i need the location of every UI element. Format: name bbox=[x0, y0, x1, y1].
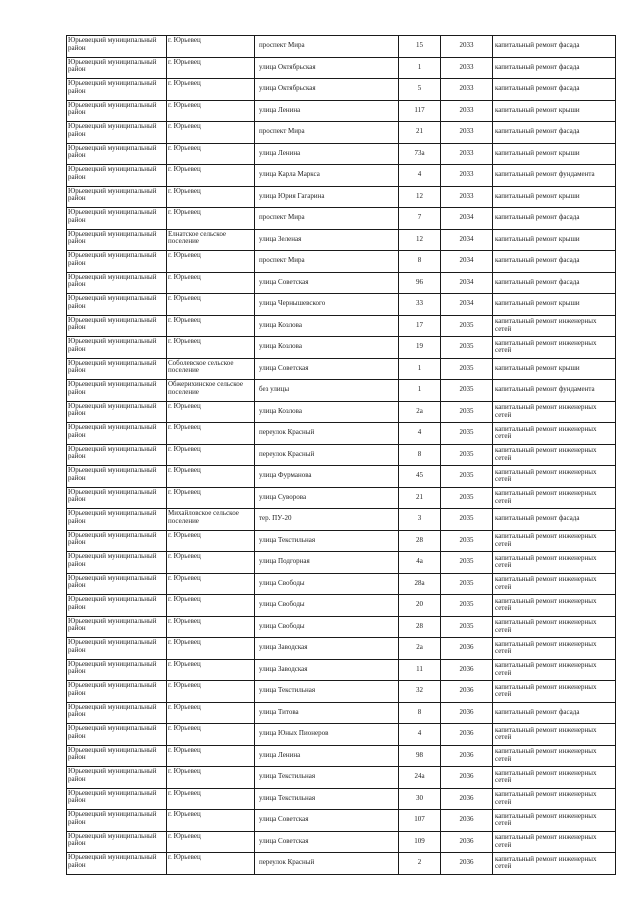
municipality-cell: Юрьевецкий муниципальный район bbox=[67, 638, 167, 660]
municipality-cell: Юрьевецкий муниципальный район bbox=[67, 229, 167, 251]
table-row bbox=[67, 638, 616, 660]
table-row bbox=[67, 36, 616, 58]
year-cell: 2035 bbox=[441, 380, 493, 402]
year-cell: 2036 bbox=[441, 638, 493, 660]
street-cell: улица Свободы bbox=[255, 595, 399, 617]
municipality-cell: Юрьевецкий муниципальный район bbox=[67, 79, 167, 101]
street-cell: переулок Красный bbox=[255, 444, 399, 466]
house-number-cell: 107 bbox=[399, 810, 441, 832]
settlement-cell: г. Юрьевец bbox=[167, 337, 255, 359]
work-type-cell: капитальный ремонт инженерных сетей bbox=[493, 616, 616, 638]
settlement-cell: г. Юрьевец bbox=[167, 57, 255, 79]
table-row bbox=[67, 573, 616, 595]
street-cell: улица Титова bbox=[255, 702, 399, 724]
municipality-cell: Юрьевецкий муниципальный район bbox=[67, 165, 167, 187]
table-row bbox=[67, 616, 616, 638]
house-number-cell: 5 bbox=[399, 79, 441, 101]
table-row bbox=[67, 294, 616, 316]
municipality-cell: Юрьевецкий муниципальный район bbox=[67, 337, 167, 359]
street-cell: улица Текстильная bbox=[255, 530, 399, 552]
house-number-cell: 2 bbox=[399, 853, 441, 875]
year-cell: 2034 bbox=[441, 294, 493, 316]
municipality-cell: Юрьевецкий муниципальный район bbox=[67, 724, 167, 746]
year-cell: 2035 bbox=[441, 530, 493, 552]
work-type-cell: капитальный ремонт фасада bbox=[493, 36, 616, 58]
year-cell: 2036 bbox=[441, 659, 493, 681]
street-cell: улица Заводская bbox=[255, 659, 399, 681]
work-type-cell: капитальный ремонт крыши bbox=[493, 186, 616, 208]
municipality-cell: Юрьевецкий муниципальный район bbox=[67, 315, 167, 337]
settlement-cell: г. Юрьевец bbox=[167, 573, 255, 595]
street-cell: улица Заводская bbox=[255, 638, 399, 660]
street-cell: улица Суворова bbox=[255, 487, 399, 509]
street-cell: улица Ленина bbox=[255, 100, 399, 122]
table-row bbox=[67, 444, 616, 466]
street-cell: улица Карла Маркса bbox=[255, 165, 399, 187]
settlement-cell: г. Юрьевец bbox=[167, 272, 255, 294]
street-cell: улица Козлова bbox=[255, 337, 399, 359]
work-type-cell: капитальный ремонт инженерных сетей bbox=[493, 401, 616, 423]
settlement-cell: г. Юрьевец bbox=[167, 681, 255, 703]
year-cell: 2034 bbox=[441, 251, 493, 273]
work-type-cell: капитальный ремонт крыши bbox=[493, 229, 616, 251]
document-page bbox=[66, 35, 616, 875]
house-number-cell: 20 bbox=[399, 595, 441, 617]
table-body bbox=[67, 36, 616, 875]
municipality-cell: Юрьевецкий муниципальный район bbox=[67, 444, 167, 466]
house-number-cell: 2а bbox=[399, 638, 441, 660]
street-cell: улица Юных Пионеров bbox=[255, 724, 399, 746]
table-row bbox=[67, 659, 616, 681]
year-cell: 2033 bbox=[441, 36, 493, 58]
house-number-cell: 45 bbox=[399, 466, 441, 488]
municipality-cell: Юрьевецкий муниципальный район bbox=[67, 810, 167, 832]
work-type-cell: капитальный ремонт инженерных сетей bbox=[493, 788, 616, 810]
municipality-cell: Юрьевецкий муниципальный район bbox=[67, 767, 167, 789]
year-cell: 2035 bbox=[441, 487, 493, 509]
work-type-cell: капитальный ремонт инженерных сетей bbox=[493, 315, 616, 337]
year-cell: 2035 bbox=[441, 509, 493, 531]
settlement-cell: г. Юрьевец bbox=[167, 853, 255, 875]
work-type-cell: капитальный ремонт инженерных сетей bbox=[493, 745, 616, 767]
house-number-cell: 4 bbox=[399, 165, 441, 187]
settlement-cell: г. Юрьевец bbox=[167, 724, 255, 746]
work-type-cell: капитальный ремонт инженерных сетей bbox=[493, 681, 616, 703]
settlement-cell: г. Юрьевец bbox=[167, 423, 255, 445]
table-row bbox=[67, 143, 616, 165]
settlement-cell: г. Юрьевец bbox=[167, 788, 255, 810]
municipality-cell: Юрьевецкий муниципальный район bbox=[67, 122, 167, 144]
street-cell: улица Чернышевского bbox=[255, 294, 399, 316]
table-row bbox=[67, 702, 616, 724]
table-row bbox=[67, 315, 616, 337]
work-type-cell: капитальный ремонт инженерных сетей bbox=[493, 724, 616, 746]
house-number-cell: 4 bbox=[399, 423, 441, 445]
repair-schedule-table bbox=[66, 35, 616, 875]
house-number-cell: 4а bbox=[399, 552, 441, 574]
municipality-cell: Юрьевецкий муниципальный район bbox=[67, 466, 167, 488]
municipality-cell: Юрьевецкий муниципальный район bbox=[67, 573, 167, 595]
house-number-cell: 21 bbox=[399, 122, 441, 144]
year-cell: 2036 bbox=[441, 681, 493, 703]
year-cell: 2035 bbox=[441, 595, 493, 617]
house-number-cell: 4 bbox=[399, 724, 441, 746]
house-number-cell: 15 bbox=[399, 36, 441, 58]
table-row bbox=[67, 122, 616, 144]
municipality-cell: Юрьевецкий муниципальный район bbox=[67, 401, 167, 423]
year-cell: 2035 bbox=[441, 573, 493, 595]
street-cell: улица Текстильная bbox=[255, 767, 399, 789]
house-number-cell: 3 bbox=[399, 509, 441, 531]
table-row bbox=[67, 380, 616, 402]
year-cell: 2036 bbox=[441, 724, 493, 746]
settlement-cell: г. Юрьевец bbox=[167, 100, 255, 122]
year-cell: 2036 bbox=[441, 702, 493, 724]
municipality-cell: Юрьевецкий муниципальный район bbox=[67, 251, 167, 273]
year-cell: 2036 bbox=[441, 767, 493, 789]
municipality-cell: Юрьевецкий муниципальный район bbox=[67, 788, 167, 810]
settlement-cell: г. Юрьевец bbox=[167, 79, 255, 101]
house-number-cell: 12 bbox=[399, 186, 441, 208]
house-number-cell: 8 bbox=[399, 444, 441, 466]
table-row bbox=[67, 788, 616, 810]
street-cell: проспект Мира bbox=[255, 122, 399, 144]
work-type-cell: капитальный ремонт инженерных сетей bbox=[493, 487, 616, 509]
municipality-cell: Юрьевецкий муниципальный район bbox=[67, 659, 167, 681]
settlement-cell: г. Юрьевец bbox=[167, 767, 255, 789]
street-cell: переулок Красный bbox=[255, 853, 399, 875]
year-cell: 2035 bbox=[441, 552, 493, 574]
settlement-cell: Елнатское сельское поселение bbox=[167, 229, 255, 251]
municipality-cell: Юрьевецкий муниципальный район bbox=[67, 509, 167, 531]
municipality-cell: Юрьевецкий муниципальный район bbox=[67, 595, 167, 617]
municipality-cell: Юрьевецкий муниципальный район bbox=[67, 831, 167, 853]
settlement-cell: г. Юрьевец bbox=[167, 616, 255, 638]
work-type-cell: капитальный ремонт фасада bbox=[493, 122, 616, 144]
table-row bbox=[67, 401, 616, 423]
work-type-cell: капитальный ремонт инженерных сетей bbox=[493, 573, 616, 595]
house-number-cell: 1 bbox=[399, 358, 441, 380]
street-cell: улица Ленина bbox=[255, 143, 399, 165]
work-type-cell: капитальный ремонт инженерных сетей bbox=[493, 337, 616, 359]
house-number-cell: 28а bbox=[399, 573, 441, 595]
house-number-cell: 17 bbox=[399, 315, 441, 337]
street-cell: улица Текстильная bbox=[255, 788, 399, 810]
house-number-cell: 7 bbox=[399, 208, 441, 230]
municipality-cell: Юрьевецкий муниципальный район bbox=[67, 616, 167, 638]
work-type-cell: капитальный ремонт фасада bbox=[493, 272, 616, 294]
table-row bbox=[67, 165, 616, 187]
street-cell: улица Советская bbox=[255, 272, 399, 294]
street-cell: улица Фурманова bbox=[255, 466, 399, 488]
table-row bbox=[67, 530, 616, 552]
municipality-cell: Юрьевецкий муниципальный район bbox=[67, 186, 167, 208]
work-type-cell: капитальный ремонт фасада bbox=[493, 702, 616, 724]
work-type-cell: капитальный ремонт инженерных сетей bbox=[493, 810, 616, 832]
settlement-cell: Соболевское сельское поселение bbox=[167, 358, 255, 380]
street-cell: проспект Мира bbox=[255, 208, 399, 230]
work-type-cell: капитальный ремонт фундамента bbox=[493, 380, 616, 402]
street-cell: улица Свободы bbox=[255, 573, 399, 595]
table-row bbox=[67, 487, 616, 509]
settlement-cell: г. Юрьевец bbox=[167, 165, 255, 187]
house-number-cell: 19 bbox=[399, 337, 441, 359]
settlement-cell: г. Юрьевец bbox=[167, 702, 255, 724]
table-row bbox=[67, 745, 616, 767]
table-row bbox=[67, 423, 616, 445]
year-cell: 2036 bbox=[441, 788, 493, 810]
municipality-cell: Юрьевецкий муниципальный район bbox=[67, 745, 167, 767]
work-type-cell: капитальный ремонт фасада bbox=[493, 57, 616, 79]
street-cell: переулок Красный bbox=[255, 423, 399, 445]
year-cell: 2033 bbox=[441, 100, 493, 122]
work-type-cell: капитальный ремонт крыши bbox=[493, 294, 616, 316]
street-cell: улица Подгорная bbox=[255, 552, 399, 574]
table-row bbox=[67, 229, 616, 251]
street-cell: улица Октябрьская bbox=[255, 57, 399, 79]
municipality-cell: Юрьевецкий муниципальный район bbox=[67, 208, 167, 230]
house-number-cell: 98 bbox=[399, 745, 441, 767]
work-type-cell: капитальный ремонт инженерных сетей bbox=[493, 444, 616, 466]
house-number-cell: 24а bbox=[399, 767, 441, 789]
settlement-cell: г. Юрьевец bbox=[167, 745, 255, 767]
table-row bbox=[67, 724, 616, 746]
street-cell: улица Текстильная bbox=[255, 681, 399, 703]
year-cell: 2033 bbox=[441, 143, 493, 165]
house-number-cell: 1 bbox=[399, 57, 441, 79]
municipality-cell: Юрьевецкий муниципальный район bbox=[67, 702, 167, 724]
year-cell: 2035 bbox=[441, 616, 493, 638]
table-row bbox=[67, 681, 616, 703]
settlement-cell: г. Юрьевец bbox=[167, 143, 255, 165]
house-number-cell: 11 bbox=[399, 659, 441, 681]
work-type-cell: капитальный ремонт инженерных сетей bbox=[493, 530, 616, 552]
work-type-cell: капитальный ремонт фасада bbox=[493, 509, 616, 531]
settlement-cell: г. Юрьевец bbox=[167, 487, 255, 509]
street-cell: улица Октябрьская bbox=[255, 79, 399, 101]
year-cell: 2035 bbox=[441, 466, 493, 488]
settlement-cell: г. Юрьевец bbox=[167, 36, 255, 58]
work-type-cell: капитальный ремонт фасада bbox=[493, 208, 616, 230]
municipality-cell: Юрьевецкий муниципальный район bbox=[67, 423, 167, 445]
municipality-cell: Юрьевецкий муниципальный район bbox=[67, 57, 167, 79]
year-cell: 2034 bbox=[441, 272, 493, 294]
street-cell: улица Зеленая bbox=[255, 229, 399, 251]
table-row bbox=[67, 337, 616, 359]
street-cell: улица Советская bbox=[255, 810, 399, 832]
year-cell: 2033 bbox=[441, 186, 493, 208]
municipality-cell: Юрьевецкий муниципальный район bbox=[67, 272, 167, 294]
house-number-cell: 32 bbox=[399, 681, 441, 703]
year-cell: 2035 bbox=[441, 315, 493, 337]
street-cell: без улицы bbox=[255, 380, 399, 402]
year-cell: 2036 bbox=[441, 745, 493, 767]
street-cell: проспект Мира bbox=[255, 251, 399, 273]
settlement-cell: г. Юрьевец bbox=[167, 466, 255, 488]
settlement-cell: г. Юрьевец bbox=[167, 251, 255, 273]
work-type-cell: капитальный ремонт инженерных сетей bbox=[493, 659, 616, 681]
settlement-cell: г. Юрьевец bbox=[167, 659, 255, 681]
table-row bbox=[67, 767, 616, 789]
municipality-cell: Юрьевецкий муниципальный район bbox=[67, 487, 167, 509]
year-cell: 2033 bbox=[441, 57, 493, 79]
work-type-cell: капитальный ремонт фасада bbox=[493, 251, 616, 273]
settlement-cell: г. Юрьевец bbox=[167, 294, 255, 316]
settlement-cell: г. Юрьевец bbox=[167, 810, 255, 832]
work-type-cell: капитальный ремонт инженерных сетей bbox=[493, 638, 616, 660]
table-row bbox=[67, 57, 616, 79]
street-cell: тер. ПУ-20 bbox=[255, 509, 399, 531]
street-cell: улица Советская bbox=[255, 358, 399, 380]
table-row bbox=[67, 509, 616, 531]
table-row bbox=[67, 79, 616, 101]
municipality-cell: Юрьевецкий муниципальный район bbox=[67, 100, 167, 122]
settlement-cell: г. Юрьевец bbox=[167, 530, 255, 552]
year-cell: 2034 bbox=[441, 229, 493, 251]
municipality-cell: Юрьевецкий муниципальный район bbox=[67, 853, 167, 875]
street-cell: улица Юрия Гагарина bbox=[255, 186, 399, 208]
year-cell: 2035 bbox=[441, 401, 493, 423]
settlement-cell: Обжерихинское сельское поселение bbox=[167, 380, 255, 402]
settlement-cell: г. Юрьевец bbox=[167, 831, 255, 853]
house-number-cell: 96 bbox=[399, 272, 441, 294]
year-cell: 2035 bbox=[441, 423, 493, 445]
year-cell: 2034 bbox=[441, 208, 493, 230]
house-number-cell: 8 bbox=[399, 251, 441, 273]
municipality-cell: Юрьевецкий муниципальный район bbox=[67, 552, 167, 574]
settlement-cell: г. Юрьевец bbox=[167, 315, 255, 337]
settlement-cell: г. Юрьевец bbox=[167, 595, 255, 617]
house-number-cell: 117 bbox=[399, 100, 441, 122]
table-row bbox=[67, 853, 616, 875]
house-number-cell: 2а bbox=[399, 401, 441, 423]
house-number-cell: 73а bbox=[399, 143, 441, 165]
work-type-cell: капитальный ремонт инженерных сетей bbox=[493, 552, 616, 574]
work-type-cell: капитальный ремонт инженерных сетей bbox=[493, 853, 616, 875]
table-row bbox=[67, 466, 616, 488]
house-number-cell: 28 bbox=[399, 530, 441, 552]
house-number-cell: 21 bbox=[399, 487, 441, 509]
house-number-cell: 109 bbox=[399, 831, 441, 853]
table-row bbox=[67, 810, 616, 832]
house-number-cell: 8 bbox=[399, 702, 441, 724]
street-cell: улица Советская bbox=[255, 831, 399, 853]
year-cell: 2033 bbox=[441, 79, 493, 101]
work-type-cell: капитальный ремонт инженерных сетей bbox=[493, 831, 616, 853]
year-cell: 2035 bbox=[441, 444, 493, 466]
municipality-cell: Юрьевецкий муниципальный район bbox=[67, 380, 167, 402]
street-cell: проспект Мира bbox=[255, 36, 399, 58]
municipality-cell: Юрьевецкий муниципальный район bbox=[67, 294, 167, 316]
settlement-cell: Михайловское сельское поселение bbox=[167, 509, 255, 531]
settlement-cell: г. Юрьевец bbox=[167, 638, 255, 660]
work-type-cell: капитальный ремонт инженерных сетей bbox=[493, 423, 616, 445]
table-row bbox=[67, 595, 616, 617]
settlement-cell: г. Юрьевец bbox=[167, 208, 255, 230]
house-number-cell: 28 bbox=[399, 616, 441, 638]
table-row bbox=[67, 208, 616, 230]
municipality-cell: Юрьевецкий муниципальный район bbox=[67, 36, 167, 58]
settlement-cell: г. Юрьевец bbox=[167, 401, 255, 423]
street-cell: улица Козлова bbox=[255, 315, 399, 337]
year-cell: 2035 bbox=[441, 358, 493, 380]
house-number-cell: 33 bbox=[399, 294, 441, 316]
settlement-cell: г. Юрьевец bbox=[167, 122, 255, 144]
house-number-cell: 12 bbox=[399, 229, 441, 251]
house-number-cell: 30 bbox=[399, 788, 441, 810]
table-row bbox=[67, 272, 616, 294]
table-row bbox=[67, 186, 616, 208]
street-cell: улица Ленина bbox=[255, 745, 399, 767]
work-type-cell: капитальный ремонт крыши bbox=[493, 100, 616, 122]
municipality-cell: Юрьевецкий муниципальный район bbox=[67, 530, 167, 552]
work-type-cell: капитальный ремонт крыши bbox=[493, 143, 616, 165]
year-cell: 2035 bbox=[441, 337, 493, 359]
year-cell: 2036 bbox=[441, 853, 493, 875]
table-row bbox=[67, 831, 616, 853]
settlement-cell: г. Юрьевец bbox=[167, 444, 255, 466]
work-type-cell: капитальный ремонт инженерных сетей bbox=[493, 466, 616, 488]
street-cell: улица Козлова bbox=[255, 401, 399, 423]
year-cell: 2036 bbox=[441, 831, 493, 853]
year-cell: 2036 bbox=[441, 810, 493, 832]
work-type-cell: капитальный ремонт инженерных сетей bbox=[493, 767, 616, 789]
table-row bbox=[67, 251, 616, 273]
year-cell: 2033 bbox=[441, 165, 493, 187]
table-row bbox=[67, 358, 616, 380]
house-number-cell: 1 bbox=[399, 380, 441, 402]
work-type-cell: капитальный ремонт крыши bbox=[493, 358, 616, 380]
work-type-cell: капитальный ремонт фасада bbox=[493, 79, 616, 101]
municipality-cell: Юрьевецкий муниципальный район bbox=[67, 358, 167, 380]
municipality-cell: Юрьевецкий муниципальный район bbox=[67, 681, 167, 703]
work-type-cell: капитальный ремонт фундамента bbox=[493, 165, 616, 187]
street-cell: улица Свободы bbox=[255, 616, 399, 638]
settlement-cell: г. Юрьевец bbox=[167, 186, 255, 208]
table-row bbox=[67, 100, 616, 122]
table-row bbox=[67, 552, 616, 574]
settlement-cell: г. Юрьевец bbox=[167, 552, 255, 574]
work-type-cell: капитальный ремонт инженерных сетей bbox=[493, 595, 616, 617]
municipality-cell: Юрьевецкий муниципальный район bbox=[67, 143, 167, 165]
year-cell: 2033 bbox=[441, 122, 493, 144]
